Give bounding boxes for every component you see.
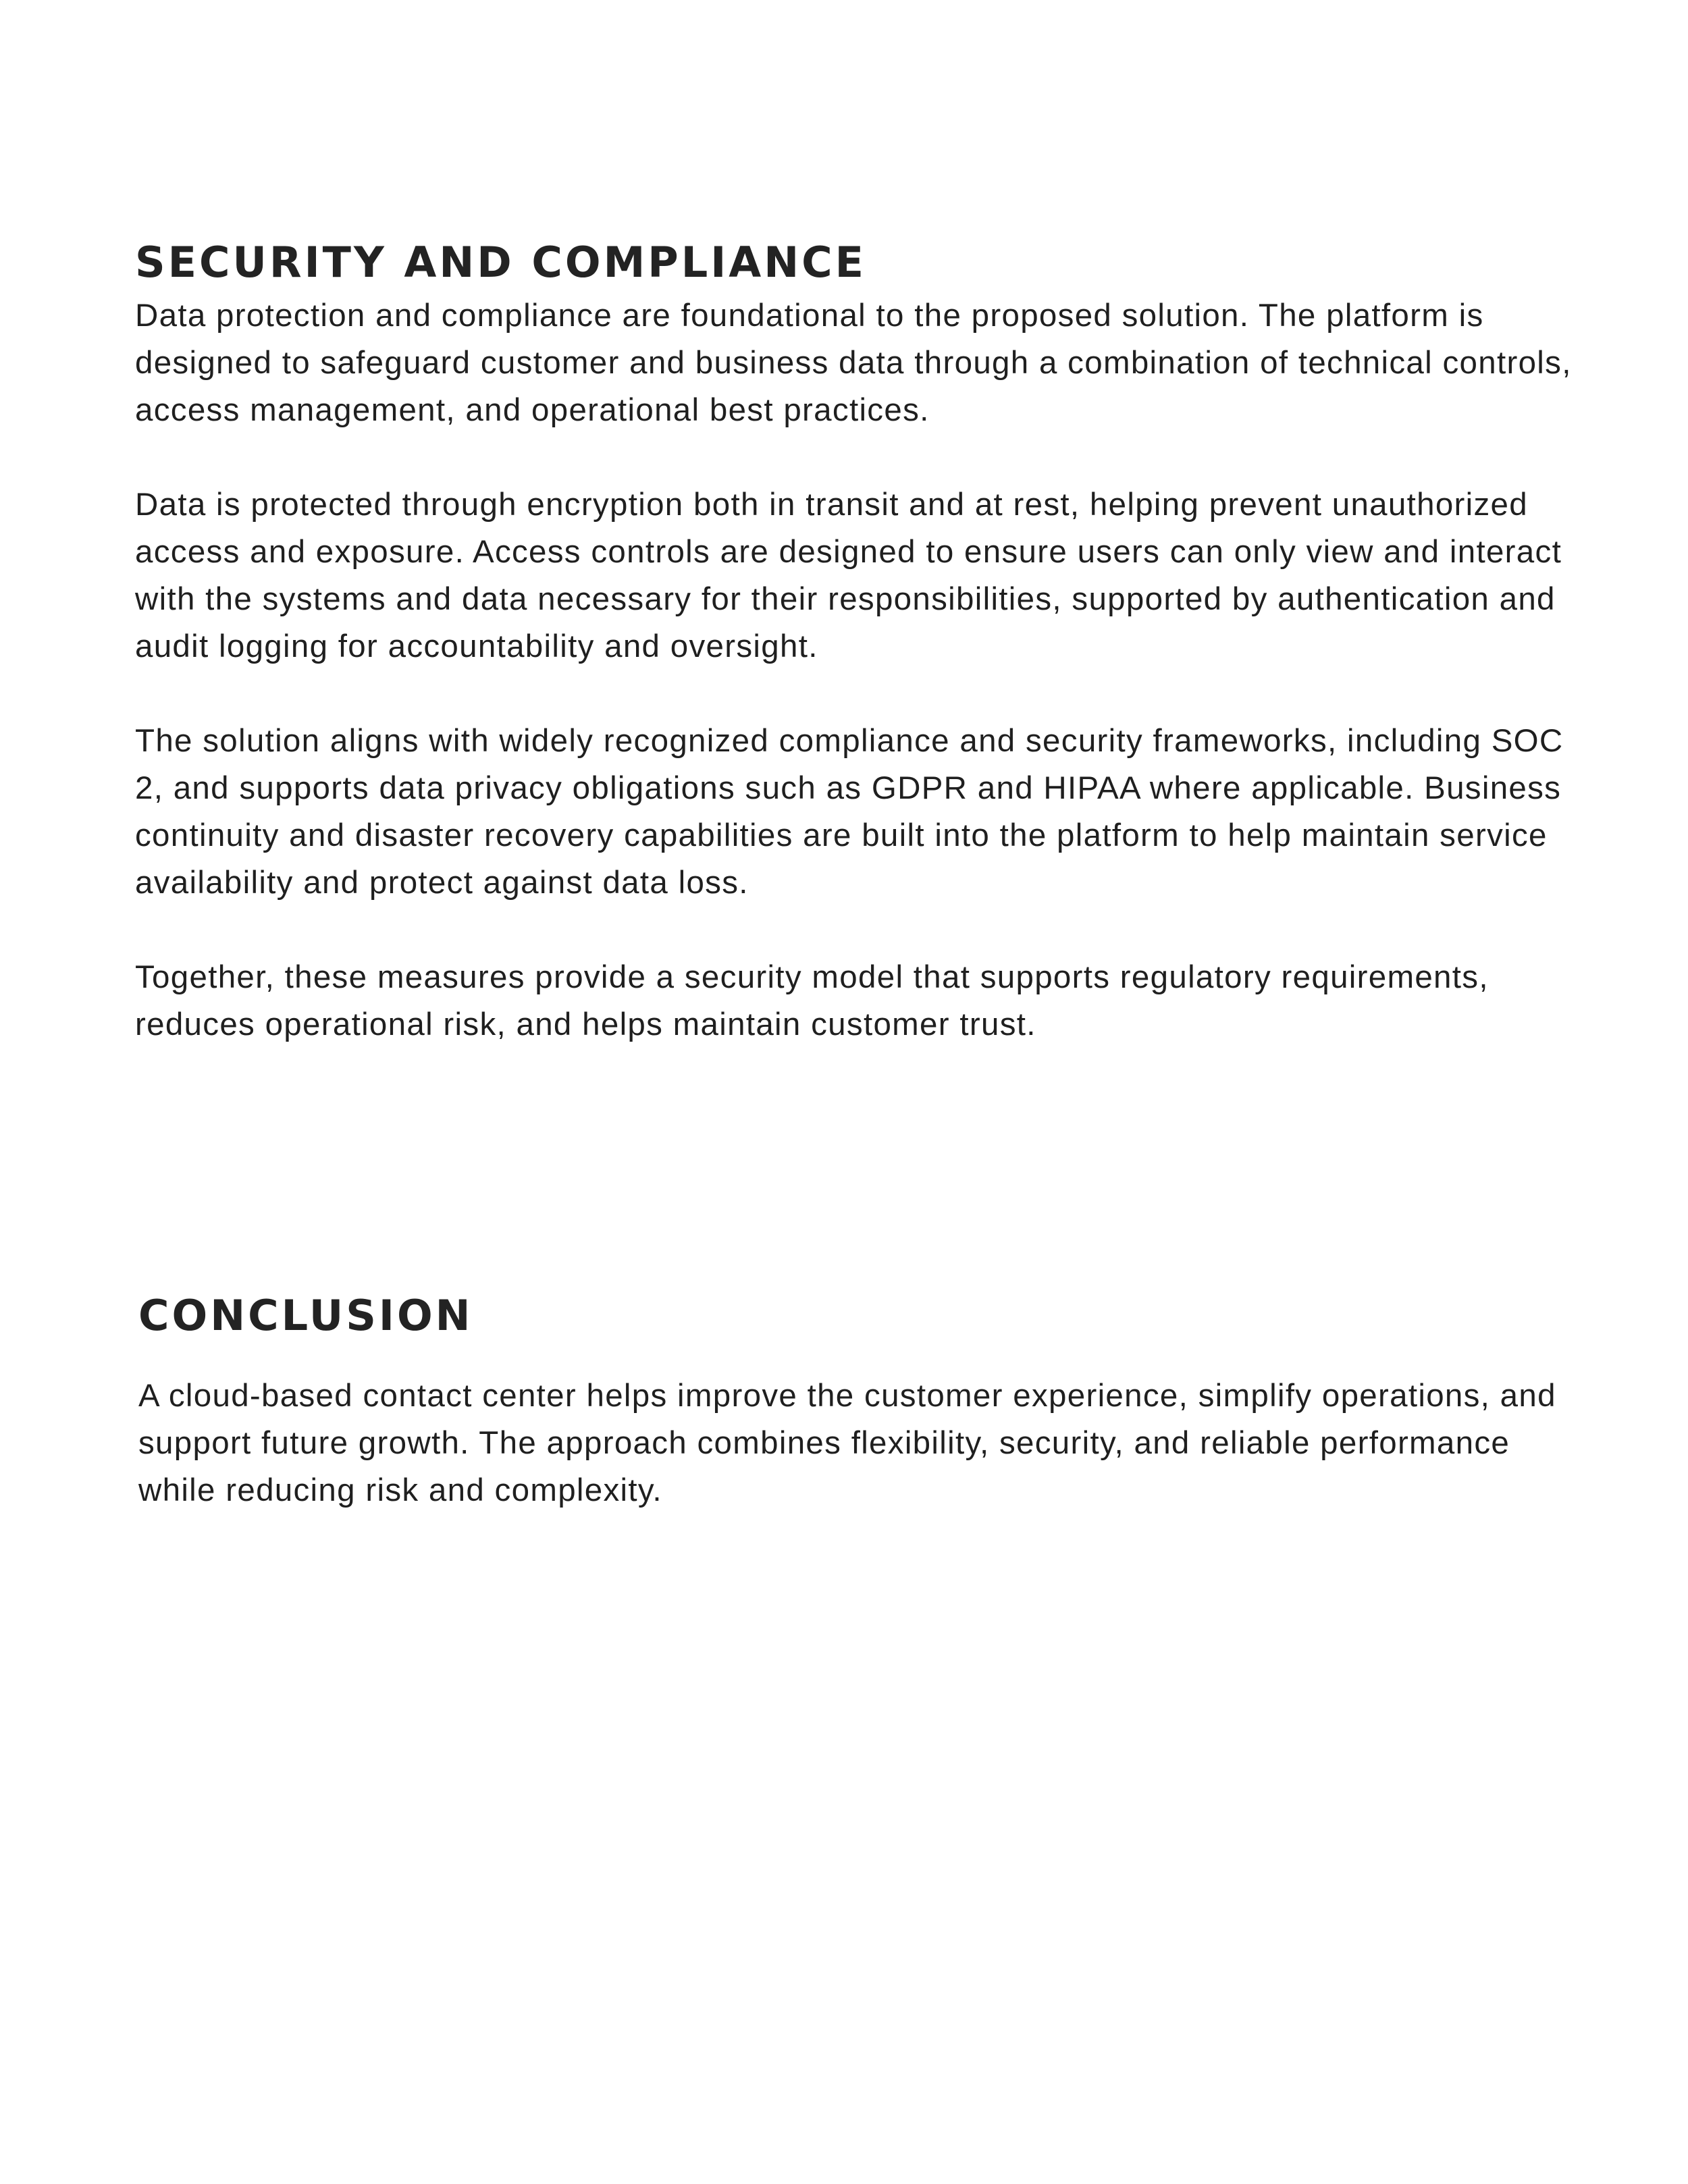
security-paragraph-4: Together, these measures provide a security model that supports regulatory requirements, reduces operational risk, and helps maintain customer trust. xyxy=(135,959,1489,1042)
conclusion-section xyxy=(138,1286,1597,1514)
security-compliance-section xyxy=(135,233,1593,1048)
conclusion-paragraph: A cloud-based contact center helps improve the customer experience, simplify operations, and support future growth. The approach combines flexibility, security, and reliable performance while reducing risk and complexity. xyxy=(138,1378,1556,1508)
section-heading: CONCLUSION xyxy=(138,1291,473,1340)
security-paragraph-2: Data is protected through encryption both in transit and at rest, helping prevent unauthorized access and exposure. Access controls are designed to ensure users can only view and interact with the systems and data necessary for their responsibilities, supported by authentication and audit logging for accountability and oversight. xyxy=(135,487,1562,664)
section-heading: SECURITY AND COMPLIANCE xyxy=(135,238,867,287)
security-paragraph-3: The solution aligns with widely recognized compliance and security frameworks, including SOC 2, and supports data privacy obligations such as GDPR and HIPAA where applicable. Business continuity and disaster recovery capabilities are built into the platform to help maintain service availability and protect against data loss. xyxy=(135,723,1564,901)
security-paragraph-1: Data protection and compliance are foundational to the proposed solution. The platform is designed to safeguard customer and business data through a combination of technical controls, access management, and operational best practices. xyxy=(135,298,1572,428)
